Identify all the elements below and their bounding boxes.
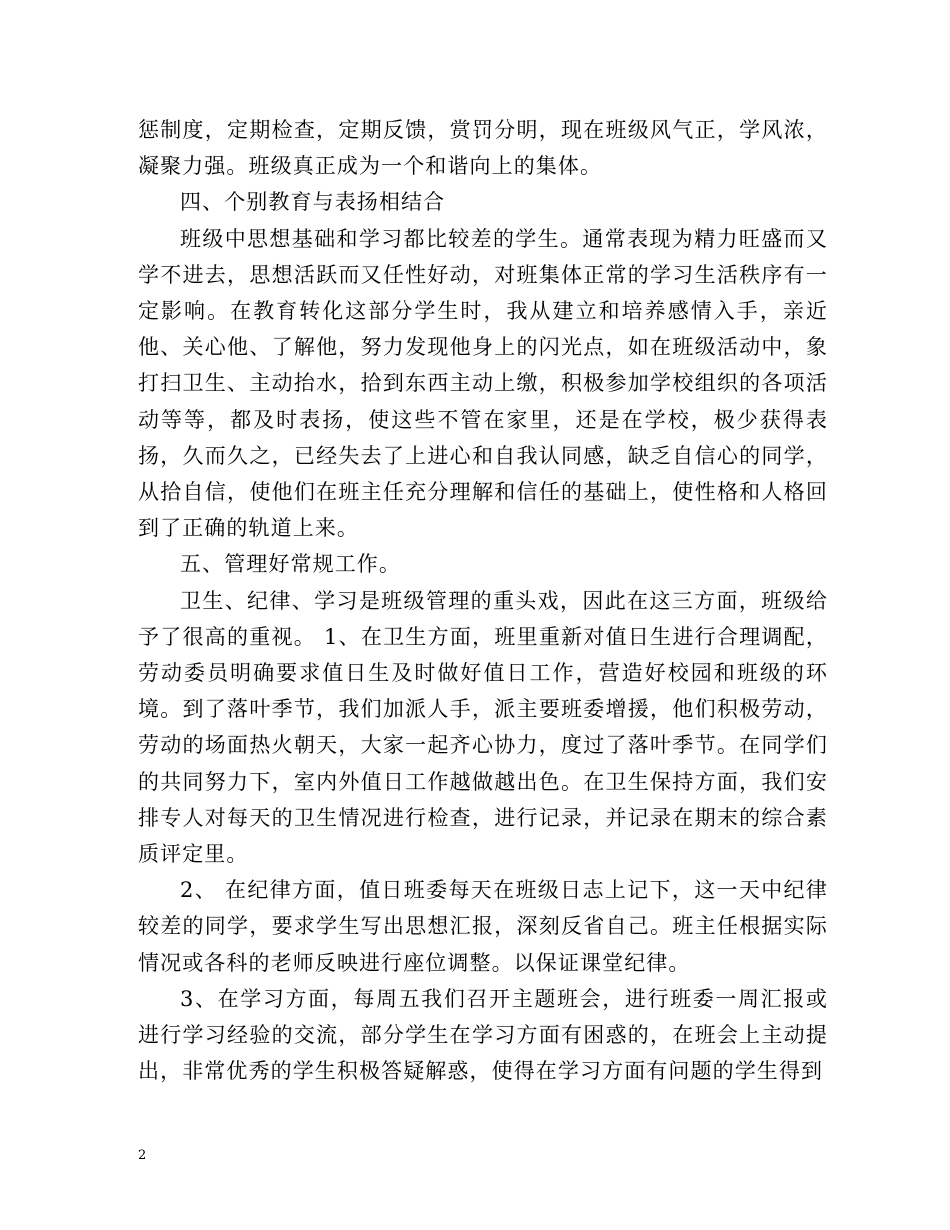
paragraph: 3、在学习方面，每周五我们召开主题班会，进行班委一周汇报或进行学习经验的交流，部分学生在学习方面有困惑的，在班会上主动提出，非常优秀的学生积极答疑解惑，使得在学习方面有问题的学生得到 [138,986,828,1084]
page-number: 2 [138,1148,147,1163]
paragraph: 班级中思想基础和学习都比较差的学生。通常表现为精力旺盛而又学不进去，思想活跃而又任性好动，对班集体正常的学习生活秩序有一定影响。在教育转化这部分学生时，我从建立和培养感情入手，亲近他、关心他、了解他，努力发现他身上的闪光点，如在班级活动中，象打扫卫生、主动抬水，拾到东西主动上缴，积极参加学校组织的各项活动等等，都及时表扬，使这些不管在家里，还是在学校，极少获得表扬，久而久之，已经失去了上进心和自我认同感，缺乏自信心的同学，从拾自信，使他们在班主任充分理解和信任的基础上，使性格和人格回到了正确的轨道上来。 [138,226,828,541]
body-text [138,112,828,1089]
section-heading: 四、个别教育与表扬相结合 [180,190,446,215]
paragraph: 2、 在纪律方面，值日班委每天在班级日志上记下，这一天中纪律较差的同学，要求学生写出思想汇报，深刻反省自己。班主任根据实际情况或各科的老师反映进行座位调整。以保证课堂纪律。 [138,878,828,975]
section-heading: 五、管理好常规工作。 [180,552,401,577]
paragraph: 惩制度，定期检查，定期反馈，赏罚分明，现在班级风气正，学风浓，凝聚力强。班级真正成为一个和谐向上的集体。 [138,118,828,179]
paragraph: 卫生、纪律、学习是班级管理的重头戏，因此在这三方面，班级给予了很高的重视。 1、在卫生方面，班里重新对值日生进行合理调配，劳动委员明确要求值日生及时做好值日工作，营造好校园和班级的环境。到了落叶季节，我们加派人手，派主要班委增援，他们积极劳动，劳动的场面热火朝天，大家一起齐心协力，度过了落叶季节。在同学们的共同努力下，室内外值日工作越做越出色。在卫生保持方面，我们安排专人对每天的卫生情况进行检查，进行记录，并记录在期末的综合素质评定里。 [138,588,828,867]
